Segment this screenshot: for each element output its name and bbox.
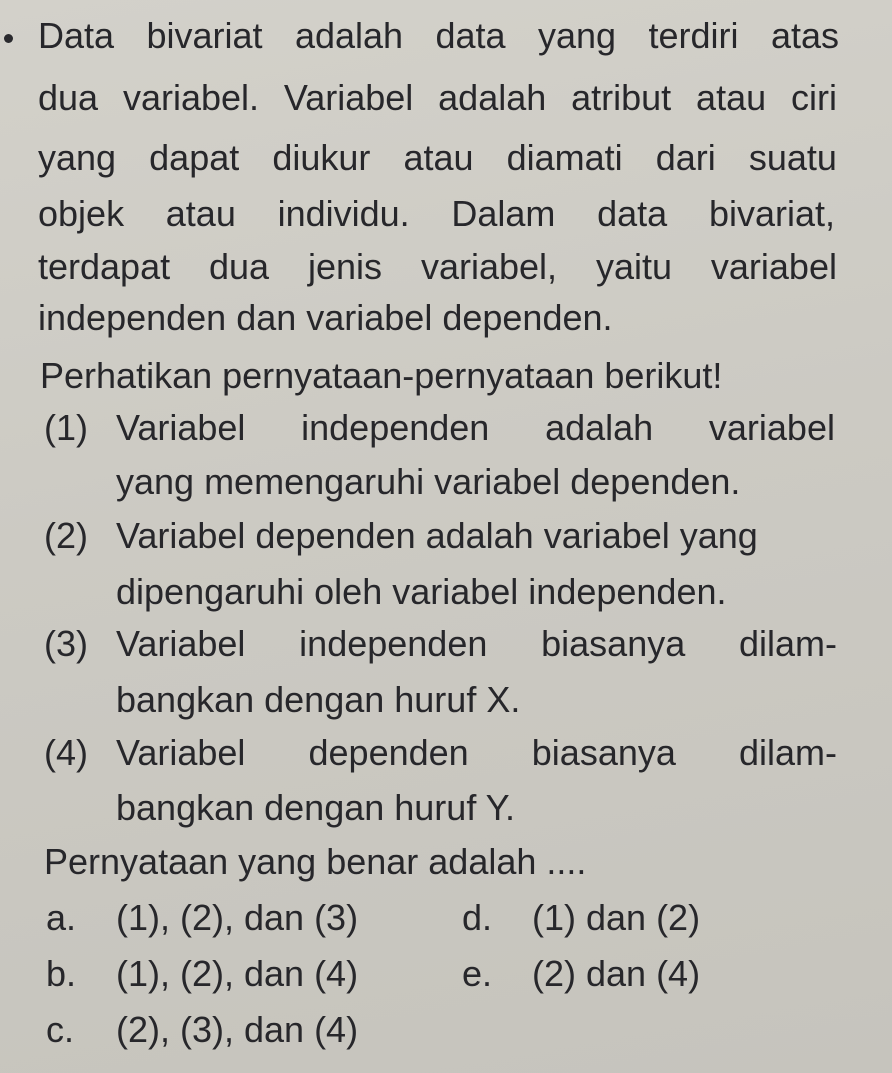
statement-word: Variabel — [116, 732, 246, 773]
intro-word: data — [435, 15, 506, 56]
intro-line-6: independen dan variabel dependen. — [38, 297, 613, 338]
intro-line-3 — [38, 138, 837, 178]
statement-word: variabel — [708, 407, 835, 448]
intro-word: atribut — [571, 77, 672, 118]
intro-word: jenis — [308, 246, 383, 287]
option-letter: d. — [462, 897, 493, 938]
intro-line-4 — [38, 194, 835, 234]
option-text: (1), (2), dan (4) — [116, 953, 359, 994]
intro-word: diamati — [506, 137, 623, 178]
intro-word: variabel — [710, 246, 837, 287]
statement-number: (1) — [44, 407, 88, 448]
intro-word: dua — [209, 246, 270, 287]
statement-number: (3) — [44, 623, 88, 664]
statement-word: biasanya — [531, 732, 676, 773]
statement-word: dilam- — [738, 732, 837, 773]
statement-line-1 — [116, 624, 837, 664]
intro-word: adalah — [438, 77, 547, 118]
option-letter: a. — [46, 897, 77, 938]
intro-line-5 — [38, 247, 837, 287]
intro-word: variabel, — [420, 246, 558, 287]
intro-word: yang — [537, 15, 617, 56]
option-letter: c. — [46, 1009, 75, 1050]
intro-word: individu. — [277, 193, 410, 234]
question-bullet-dot — [4, 34, 13, 43]
intro-word: dari — [655, 137, 716, 178]
intro-word: terdiri — [648, 15, 739, 56]
intro-word: atau — [403, 137, 474, 178]
intro-word: Variabel — [283, 77, 414, 118]
statement-number: (4) — [44, 732, 88, 773]
statement-word: dependen — [308, 732, 469, 773]
statement-line-2: dipengaruhi oleh variabel independen. — [116, 571, 727, 612]
option-text: (1), (2), dan (3) — [116, 897, 359, 938]
question-text: Pernyataan yang benar adalah .... — [44, 841, 587, 882]
statement-word: independen — [301, 407, 490, 448]
statement-word: Variabel — [116, 407, 246, 448]
option-letter: e. — [462, 953, 493, 994]
intro-word: atas — [770, 15, 839, 56]
statement-line-1 — [116, 408, 835, 448]
intro-word: objek — [38, 193, 125, 234]
statement-line-1 — [116, 733, 837, 773]
intro-word: terdapat — [38, 246, 171, 287]
option-text: (2) dan (4) — [532, 953, 701, 994]
statement-line-2: yang memengaruhi variabel dependen. — [116, 461, 741, 502]
intro-word: data — [597, 193, 668, 234]
intro-word: atau — [165, 193, 236, 234]
option-text: (2), (3), dan (4) — [116, 1009, 359, 1050]
intro-word: bivariat, — [708, 193, 835, 234]
intro-word: bivariat — [146, 15, 263, 56]
statement-line-2: bangkan dengan huruf Y. — [116, 787, 516, 828]
intro-word: ciri — [790, 77, 837, 118]
option-letter: b. — [46, 953, 77, 994]
intro-line-2 — [38, 78, 837, 118]
intro-word: variabel. — [122, 77, 260, 118]
statement-line-2: bangkan dengan huruf X. — [116, 679, 521, 720]
statement-word: adalah — [545, 407, 654, 448]
statement-number: (2) — [44, 515, 88, 556]
intro-word: Data — [38, 15, 115, 56]
instruction-text: Perhatikan pernyataan-pernyataan berikut! — [40, 355, 723, 396]
statement-word: independen — [299, 623, 488, 664]
intro-word: yaitu — [595, 246, 672, 287]
intro-word: adalah — [294, 15, 404, 56]
statement-word: biasanya — [541, 623, 686, 664]
intro-word: yang — [38, 137, 117, 178]
intro-line-1 — [38, 16, 839, 56]
intro-word: diukur — [272, 137, 371, 178]
intro-word: suatu — [748, 137, 837, 178]
statement-word: dilam- — [738, 623, 837, 664]
intro-word: dua — [38, 77, 99, 118]
intro-word: dapat — [149, 137, 240, 178]
intro-word: atau — [696, 77, 767, 118]
statement-line-1: Variabel dependen adalah variabel yang — [116, 515, 758, 556]
intro-word: Dalam — [451, 193, 556, 234]
option-text: (1) dan (2) — [532, 897, 701, 938]
statement-word: Variabel — [116, 623, 246, 664]
